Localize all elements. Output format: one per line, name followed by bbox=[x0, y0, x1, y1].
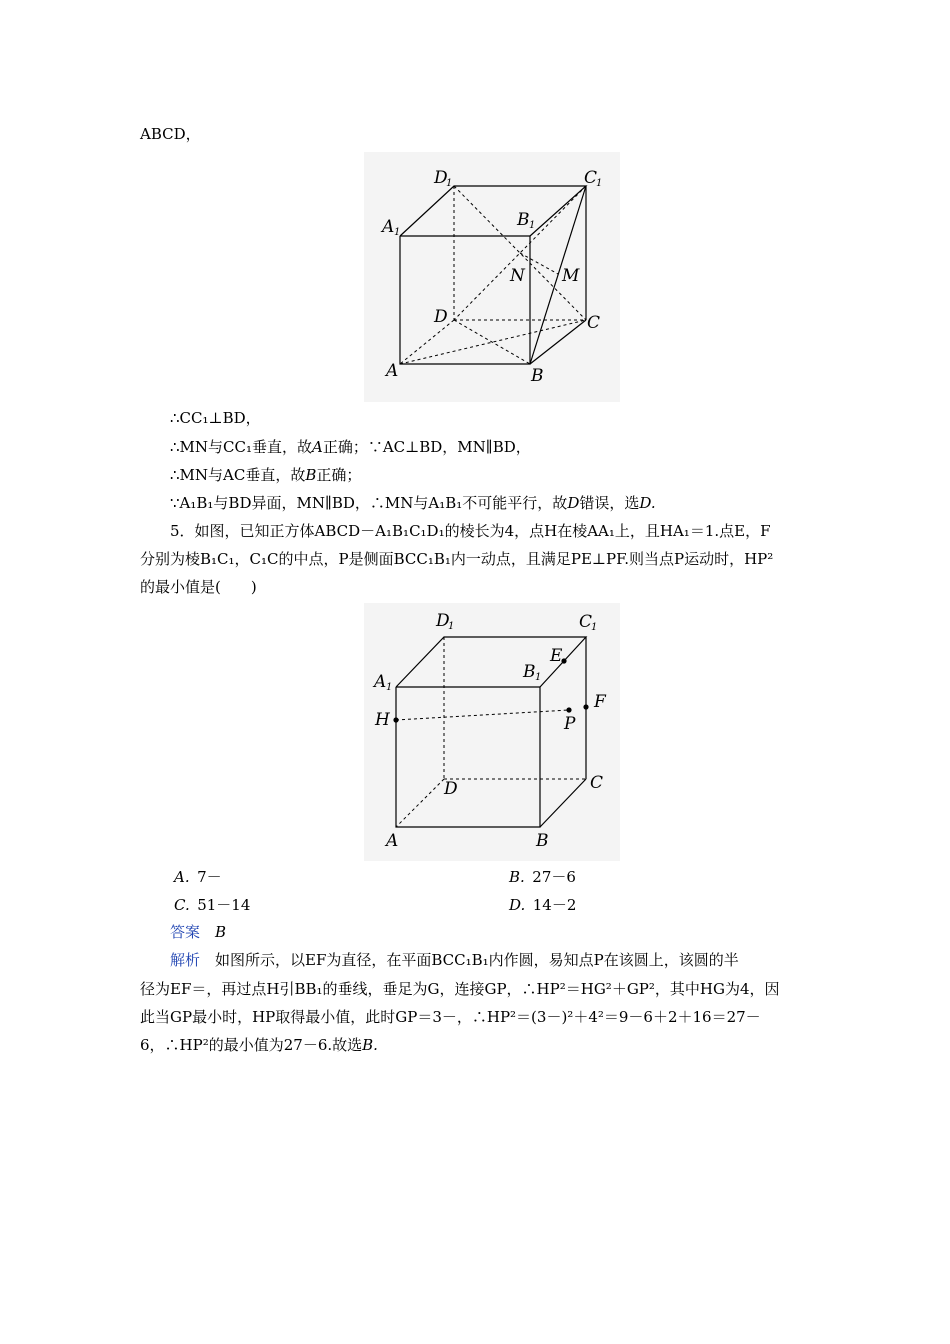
label-c1: C bbox=[584, 168, 598, 188]
option-c: C. 51－14 bbox=[174, 896, 251, 914]
label-d: D bbox=[444, 779, 458, 799]
cube-figure-2 bbox=[364, 603, 620, 861]
label-d1: D bbox=[436, 611, 450, 631]
svg-text:1: 1 bbox=[529, 220, 536, 231]
problem5-line-3: 的最小值是( ) bbox=[140, 578, 257, 596]
proof-line-3: ∴MN与AC垂直，故B正确； bbox=[170, 466, 362, 484]
top-text: ABCD， bbox=[140, 125, 201, 143]
answer-label: 答案 bbox=[170, 923, 201, 941]
label-p: P bbox=[564, 714, 576, 734]
solution-line-3: 此当GP最小时，HP取得最小值，此时GP＝3－，∴HP²＝(3－)²＋4²＝9－6＋2＋16＝27－ bbox=[140, 1008, 761, 1026]
problem5-line-1: 5．如图，已知正方体ABCD－A₁B₁C₁D₁的棱长为4，点H在棱AA₁上，且HA₁＝1.点E，F bbox=[170, 522, 771, 540]
label-e: E bbox=[550, 646, 563, 666]
solution-line-2: 径为EF＝，再过点H引BB₁的垂线，垂足为G，连接GP，∴HP²＝HG²＋GP²，其中HG为4，因 bbox=[140, 980, 780, 998]
point-f bbox=[583, 704, 588, 709]
cube-figure-1 bbox=[364, 152, 620, 402]
proof-line-4: ∵A₁B₁与BD异面，MN∥BD，∴MN与A₁B₁不可能平行，故D错误，选D. bbox=[170, 494, 656, 512]
label-f: F bbox=[594, 692, 606, 712]
label-c1: C bbox=[579, 612, 593, 632]
label-b1: B bbox=[523, 662, 536, 682]
label-d: D bbox=[434, 307, 448, 327]
svg-text:1: 1 bbox=[535, 672, 542, 683]
label-c: C bbox=[590, 773, 604, 793]
proof-line-2: ∴MN与CC₁垂直，故A正确；∵AC⊥BD，MN∥BD， bbox=[170, 438, 531, 456]
label-a1: A bbox=[382, 217, 395, 237]
solution-label: 解析 bbox=[170, 951, 201, 969]
label-b: B bbox=[536, 831, 549, 851]
solution-line-4: 6，∴HP²的最小值为27－6.故选B. bbox=[140, 1036, 378, 1054]
option-b: B. 27－6 bbox=[509, 868, 576, 886]
proof-line-1: ∴CC₁⊥BD， bbox=[170, 409, 261, 427]
label-n: N bbox=[510, 266, 525, 286]
label-h: H bbox=[375, 710, 390, 730]
label-m: M bbox=[562, 266, 580, 286]
svg-text:1: 1 bbox=[596, 178, 603, 189]
label-a: A bbox=[386, 361, 399, 381]
svg-text:1: 1 bbox=[448, 621, 455, 632]
label-b: B bbox=[531, 366, 544, 386]
label-a1: A bbox=[374, 672, 387, 692]
svg-text:1: 1 bbox=[591, 622, 598, 633]
problem5-line-2: 分别为棱B₁C₁，C₁C的中点，P是侧面BCC₁B₁内一动点，且满足PE⊥PF.则当点P运动时，HP² bbox=[140, 550, 774, 568]
label-a: A bbox=[386, 831, 399, 851]
solution-line-1: 解析 如图所示，以EF为直径，在平面BCC₁B₁内作圆，易知点P在该圆上，该圆的半 bbox=[170, 951, 739, 969]
label-d1: D bbox=[434, 168, 448, 188]
option-d: D. 14－2 bbox=[509, 896, 577, 914]
point-h bbox=[393, 717, 398, 722]
answer-line bbox=[170, 922, 226, 942]
answer-value: B bbox=[215, 923, 227, 941]
label-b1: B bbox=[517, 210, 530, 230]
label-c: C bbox=[587, 313, 601, 333]
point-p bbox=[566, 707, 571, 712]
option-a: A. 7－ bbox=[174, 868, 222, 886]
svg-text:1: 1 bbox=[446, 178, 453, 189]
svg-text:1: 1 bbox=[394, 227, 401, 238]
svg-text:1: 1 bbox=[386, 682, 393, 693]
